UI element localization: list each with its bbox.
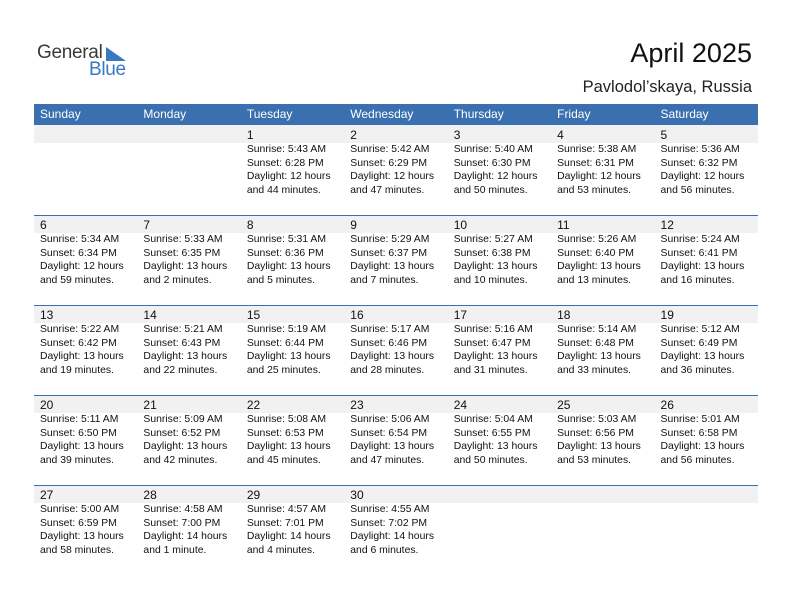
- week-cells: [34, 395, 758, 485]
- day-cell: [241, 395, 344, 485]
- empty-day-cell: [448, 485, 551, 575]
- day-number: 3: [453, 128, 461, 142]
- daylight-hours-text: Daylight: 14 hours: [350, 531, 435, 542]
- daylight-hours-text: Daylight: 13 hours: [40, 441, 124, 452]
- sunset-text: Sunset: 6:34 PM: [40, 247, 117, 259]
- weekday-friday: Friday: [557, 107, 591, 121]
- day-number: 14: [143, 308, 157, 322]
- sunrise-text: Sunrise: 5:19 AM: [246, 324, 326, 335]
- daylight-minutes-text: and 53 minutes.: [557, 184, 632, 196]
- daylight-hours-text: Daylight: 13 hours: [143, 261, 228, 272]
- day-cell: [241, 125, 344, 215]
- day-cell: [551, 125, 654, 215]
- sunset-text: Sunset: 6:55 PM: [453, 427, 531, 439]
- day-number: 7: [143, 218, 151, 232]
- sunset-text: Sunset: 6:48 PM: [557, 337, 634, 349]
- day-number: 9: [350, 218, 357, 232]
- daylight-hours-text: Daylight: 13 hours: [453, 261, 538, 272]
- daylight-hours-text: Daylight: 12 hours: [557, 171, 641, 182]
- day-number: 26: [660, 398, 674, 412]
- calendar-grid: [34, 104, 758, 575]
- day-number: 17: [453, 308, 468, 322]
- daylight-minutes-text: and 45 minutes.: [246, 454, 321, 466]
- daylight-hours-text: Daylight: 12 hours: [40, 261, 124, 272]
- day-cell: [137, 305, 240, 395]
- week-row: [34, 305, 758, 395]
- day-number: 2: [350, 128, 357, 142]
- sunset-text: Sunset: 7:02 PM: [350, 517, 428, 529]
- daylight-hours-text: Daylight: 13 hours: [557, 441, 641, 452]
- sunrise-text: Sunrise: 5:42 AM: [350, 144, 430, 155]
- day-cell: [137, 485, 240, 575]
- logo-blue-text: Blue: [89, 59, 126, 80]
- day-cell: [448, 125, 551, 215]
- day-cell: [448, 305, 551, 395]
- daylight-hours-text: Daylight: 13 hours: [350, 261, 435, 272]
- sunrise-text: Sunrise: 5:09 AM: [143, 414, 223, 425]
- sunrise-text: Sunrise: 5:17 AM: [350, 324, 430, 335]
- day-cell: [137, 215, 240, 305]
- day-number: 16: [350, 308, 364, 322]
- sunset-text: Sunset: 6:56 PM: [557, 427, 634, 439]
- day-number: 12: [660, 218, 674, 232]
- day-number: 15: [246, 308, 261, 322]
- sunset-text: Sunset: 6:43 PM: [143, 337, 221, 349]
- day-number: 1: [246, 128, 254, 142]
- day-number: 4: [557, 128, 564, 142]
- daylight-minutes-text: and 6 minutes.: [350, 544, 419, 556]
- sunrise-text: Sunrise: 5:27 AM: [453, 234, 533, 245]
- daylight-hours-text: Daylight: 13 hours: [350, 351, 435, 362]
- daylight-minutes-text: and 22 minutes.: [143, 364, 218, 376]
- sunset-text: Sunset: 6:47 PM: [453, 337, 531, 349]
- daylight-hours-text: Daylight: 13 hours: [660, 441, 745, 452]
- sunset-text: Sunset: 6:37 PM: [350, 247, 428, 259]
- daylight-hours-text: Daylight: 12 hours: [246, 171, 331, 182]
- day-cell: [448, 215, 551, 305]
- day-cell: [448, 395, 551, 485]
- weekday-tuesday: Tuesday: [246, 107, 293, 121]
- sunset-text: Sunset: 6:38 PM: [453, 247, 531, 259]
- day-number: 6: [40, 218, 47, 232]
- weekday-saturday: Saturday: [660, 107, 709, 121]
- sunrise-text: Sunrise: 5:16 AM: [453, 324, 533, 335]
- day-number: 24: [453, 398, 468, 412]
- day-cell: [34, 395, 137, 485]
- day-number: 11: [557, 218, 570, 232]
- daylight-hours-text: Daylight: 13 hours: [557, 351, 641, 362]
- daylight-minutes-text: and 53 minutes.: [557, 454, 632, 466]
- sunrise-text: Sunrise: 5:34 AM: [40, 234, 120, 245]
- empty-day-cell: [34, 125, 137, 215]
- daylight-minutes-text: and 50 minutes.: [453, 454, 528, 466]
- daylight-hours-text: Daylight: 12 hours: [453, 171, 538, 182]
- week-row: [34, 215, 758, 305]
- daylight-minutes-text: and 59 minutes.: [40, 274, 114, 286]
- daylight-minutes-text: and 33 minutes.: [557, 364, 632, 376]
- sunrise-text: Sunrise: 5:08 AM: [246, 414, 326, 425]
- sunset-text: Sunset: 6:41 PM: [660, 247, 738, 259]
- sunset-text: Sunset: 6:53 PM: [246, 427, 324, 439]
- day-cell: [344, 485, 447, 575]
- sunset-text: Sunset: 6:35 PM: [143, 247, 221, 259]
- day-number: 25: [557, 398, 571, 412]
- daylight-minutes-text: and 56 minutes.: [660, 184, 735, 196]
- daylight-hours-text: Daylight: 13 hours: [246, 261, 331, 272]
- day-cell: [344, 125, 447, 215]
- day-number: 8: [246, 218, 254, 232]
- daylight-minutes-text: and 58 minutes.: [40, 544, 114, 556]
- sunset-text: Sunset: 7:00 PM: [143, 517, 221, 529]
- daylight-minutes-text: and 13 minutes.: [557, 274, 632, 286]
- day-number: 5: [660, 128, 668, 142]
- daylight-minutes-text: and 7 minutes.: [350, 274, 419, 286]
- empty-day-cell: [655, 485, 758, 575]
- day-number: 19: [660, 308, 674, 322]
- day-cell: [241, 215, 344, 305]
- day-cell: [34, 485, 137, 575]
- daylight-minutes-text: and 44 minutes.: [246, 184, 321, 196]
- day-cell: [241, 305, 344, 395]
- sunset-text: Sunset: 6:31 PM: [557, 157, 634, 169]
- daylight-minutes-text: and 16 minutes.: [660, 274, 735, 286]
- day-number: 22: [246, 398, 261, 412]
- day-number: 20: [40, 398, 54, 412]
- day-number: 18: [557, 308, 571, 322]
- sunrise-text: Sunrise: 5:24 AM: [660, 234, 740, 245]
- sunset-text: Sunset: 6:54 PM: [350, 427, 428, 439]
- daylight-minutes-text: and 1 minute.: [143, 544, 207, 556]
- daylight-minutes-text: and 42 minutes.: [143, 454, 218, 466]
- daylight-minutes-text: and 47 minutes.: [350, 184, 425, 196]
- daylight-minutes-text: and 10 minutes.: [453, 274, 528, 286]
- daylight-minutes-text: and 47 minutes.: [350, 454, 425, 466]
- sunset-text: Sunset: 6:30 PM: [453, 157, 531, 169]
- day-number: 10: [453, 218, 468, 232]
- day-cell: [551, 305, 654, 395]
- daylight-hours-text: Daylight: 13 hours: [660, 261, 745, 272]
- daylight-hours-text: Daylight: 13 hours: [453, 351, 538, 362]
- day-cell: [34, 305, 137, 395]
- page-title: April 2025: [630, 38, 752, 68]
- daylight-minutes-text: and 36 minutes.: [660, 364, 735, 376]
- daylight-minutes-text: and 5 minutes.: [246, 274, 316, 286]
- sunrise-text: Sunrise: 4:55 AM: [350, 504, 430, 515]
- daylight-minutes-text: and 2 minutes.: [143, 274, 212, 286]
- sunrise-text: Sunrise: 5:22 AM: [40, 324, 120, 335]
- sunrise-text: Sunrise: 5:00 AM: [40, 504, 120, 515]
- day-number: 27: [40, 488, 54, 502]
- brand-logo: [37, 42, 137, 82]
- sunrise-text: Sunrise: 4:58 AM: [143, 504, 223, 515]
- day-cell: [34, 215, 137, 305]
- daylight-hours-text: Daylight: 13 hours: [350, 441, 435, 452]
- daylight-hours-text: Daylight: 13 hours: [40, 351, 124, 362]
- daylight-hours-text: Daylight: 14 hours: [246, 531, 331, 542]
- sunrise-text: Sunrise: 4:57 AM: [246, 504, 326, 515]
- day-cell: [344, 305, 447, 395]
- week-cells: [34, 305, 758, 395]
- daylight-hours-text: Daylight: 14 hours: [143, 531, 228, 542]
- sunset-text: Sunset: 6:49 PM: [660, 337, 738, 349]
- sunset-text: Sunset: 6:28 PM: [246, 157, 324, 169]
- sunset-text: Sunset: 6:58 PM: [660, 427, 738, 439]
- day-number: 23: [350, 398, 364, 412]
- week-cells: [34, 215, 758, 305]
- day-cell: [551, 215, 654, 305]
- weekday-thursday: Thursday: [453, 107, 504, 121]
- day-cell: [344, 215, 447, 305]
- daylight-minutes-text: and 39 minutes.: [40, 454, 114, 466]
- daylight-hours-text: Daylight: 13 hours: [453, 441, 538, 452]
- sunset-text: Sunset: 6:36 PM: [246, 247, 324, 259]
- daylight-minutes-text: and 4 minutes.: [246, 544, 316, 556]
- weekday-header-row: [34, 104, 758, 125]
- day-cell: [241, 485, 344, 575]
- sunset-text: Sunset: 7:01 PM: [246, 517, 324, 529]
- daylight-hours-text: Daylight: 12 hours: [350, 171, 435, 182]
- day-number: 13: [40, 308, 54, 322]
- day-number: 30: [350, 488, 364, 502]
- sunrise-text: Sunrise: 5:12 AM: [660, 324, 740, 335]
- sunset-text: Sunset: 6:29 PM: [350, 157, 428, 169]
- sunrise-text: Sunrise: 5:40 AM: [453, 144, 533, 155]
- week-cells: [34, 125, 758, 215]
- day-cell: [655, 305, 758, 395]
- daylight-hours-text: Daylight: 12 hours: [660, 171, 745, 182]
- daylight-minutes-text: and 19 minutes.: [40, 364, 114, 376]
- sunset-text: Sunset: 6:52 PM: [143, 427, 221, 439]
- sunrise-text: Sunrise: 5:11 AM: [40, 414, 119, 425]
- sunset-text: Sunset: 6:32 PM: [660, 157, 738, 169]
- logo-general-text: General: [37, 42, 103, 63]
- empty-day-cell: [551, 485, 654, 575]
- sunrise-text: Sunrise: 5:43 AM: [246, 144, 326, 155]
- sunrise-text: Sunrise: 5:29 AM: [350, 234, 430, 245]
- weekday-monday: Monday: [143, 107, 187, 121]
- sunset-text: Sunset: 6:40 PM: [557, 247, 634, 259]
- sunrise-text: Sunrise: 5:33 AM: [143, 234, 223, 245]
- daylight-minutes-text: and 56 minutes.: [660, 454, 735, 466]
- day-cell: [655, 395, 758, 485]
- sunrise-text: Sunrise: 5:31 AM: [246, 234, 326, 245]
- day-number: 29: [246, 488, 261, 502]
- weekday-wednesday: Wednesday: [350, 107, 414, 121]
- daylight-minutes-text: and 31 minutes.: [453, 364, 528, 376]
- day-cell: [551, 395, 654, 485]
- daylight-hours-text: Daylight: 13 hours: [246, 441, 331, 452]
- sunset-text: Sunset: 6:50 PM: [40, 427, 117, 439]
- daylight-minutes-text: and 25 minutes.: [246, 364, 321, 376]
- sunrise-text: Sunrise: 5:04 AM: [453, 414, 533, 425]
- sunset-text: Sunset: 6:59 PM: [40, 517, 117, 529]
- daylight-minutes-text: and 28 minutes.: [350, 364, 425, 376]
- sunrise-text: Sunrise: 5:01 AM: [660, 414, 740, 425]
- empty-day-cell: [137, 125, 240, 215]
- week-row: [34, 125, 758, 215]
- sunrise-text: Sunrise: 5:03 AM: [557, 414, 637, 425]
- sunset-text: Sunset: 6:44 PM: [246, 337, 324, 349]
- sunrise-text: Sunrise: 5:06 AM: [350, 414, 430, 425]
- sunrise-text: Sunrise: 5:26 AM: [557, 234, 637, 245]
- day-number: 21: [143, 398, 157, 412]
- daylight-hours-text: Daylight: 13 hours: [246, 351, 331, 362]
- daylight-hours-text: Daylight: 13 hours: [660, 351, 745, 362]
- sunrise-text: Sunrise: 5:38 AM: [557, 144, 637, 155]
- day-cell: [655, 125, 758, 215]
- day-number: 28: [143, 488, 157, 502]
- sunset-text: Sunset: 6:46 PM: [350, 337, 428, 349]
- weekday-sunday: Sunday: [40, 107, 81, 121]
- week-row: [34, 485, 758, 575]
- day-cell: [344, 395, 447, 485]
- day-cell: [137, 395, 240, 485]
- daylight-hours-text: Daylight: 13 hours: [557, 261, 641, 272]
- weeks-container: [34, 125, 758, 575]
- day-cell: [655, 215, 758, 305]
- week-row: [34, 395, 758, 485]
- week-cells: [34, 485, 758, 575]
- daylight-hours-text: Daylight: 13 hours: [143, 351, 228, 362]
- sunrise-text: Sunrise: 5:21 AM: [143, 324, 223, 335]
- sunset-text: Sunset: 6:42 PM: [40, 337, 117, 349]
- daylight-hours-text: Daylight: 13 hours: [40, 531, 124, 542]
- location-subtitle: Pavlodol’skaya, Russia: [582, 78, 752, 96]
- sunrise-text: Sunrise: 5:14 AM: [557, 324, 637, 335]
- daylight-minutes-text: and 50 minutes.: [453, 184, 528, 196]
- daylight-hours-text: Daylight: 13 hours: [143, 441, 228, 452]
- sunrise-text: Sunrise: 5:36 AM: [660, 144, 740, 155]
